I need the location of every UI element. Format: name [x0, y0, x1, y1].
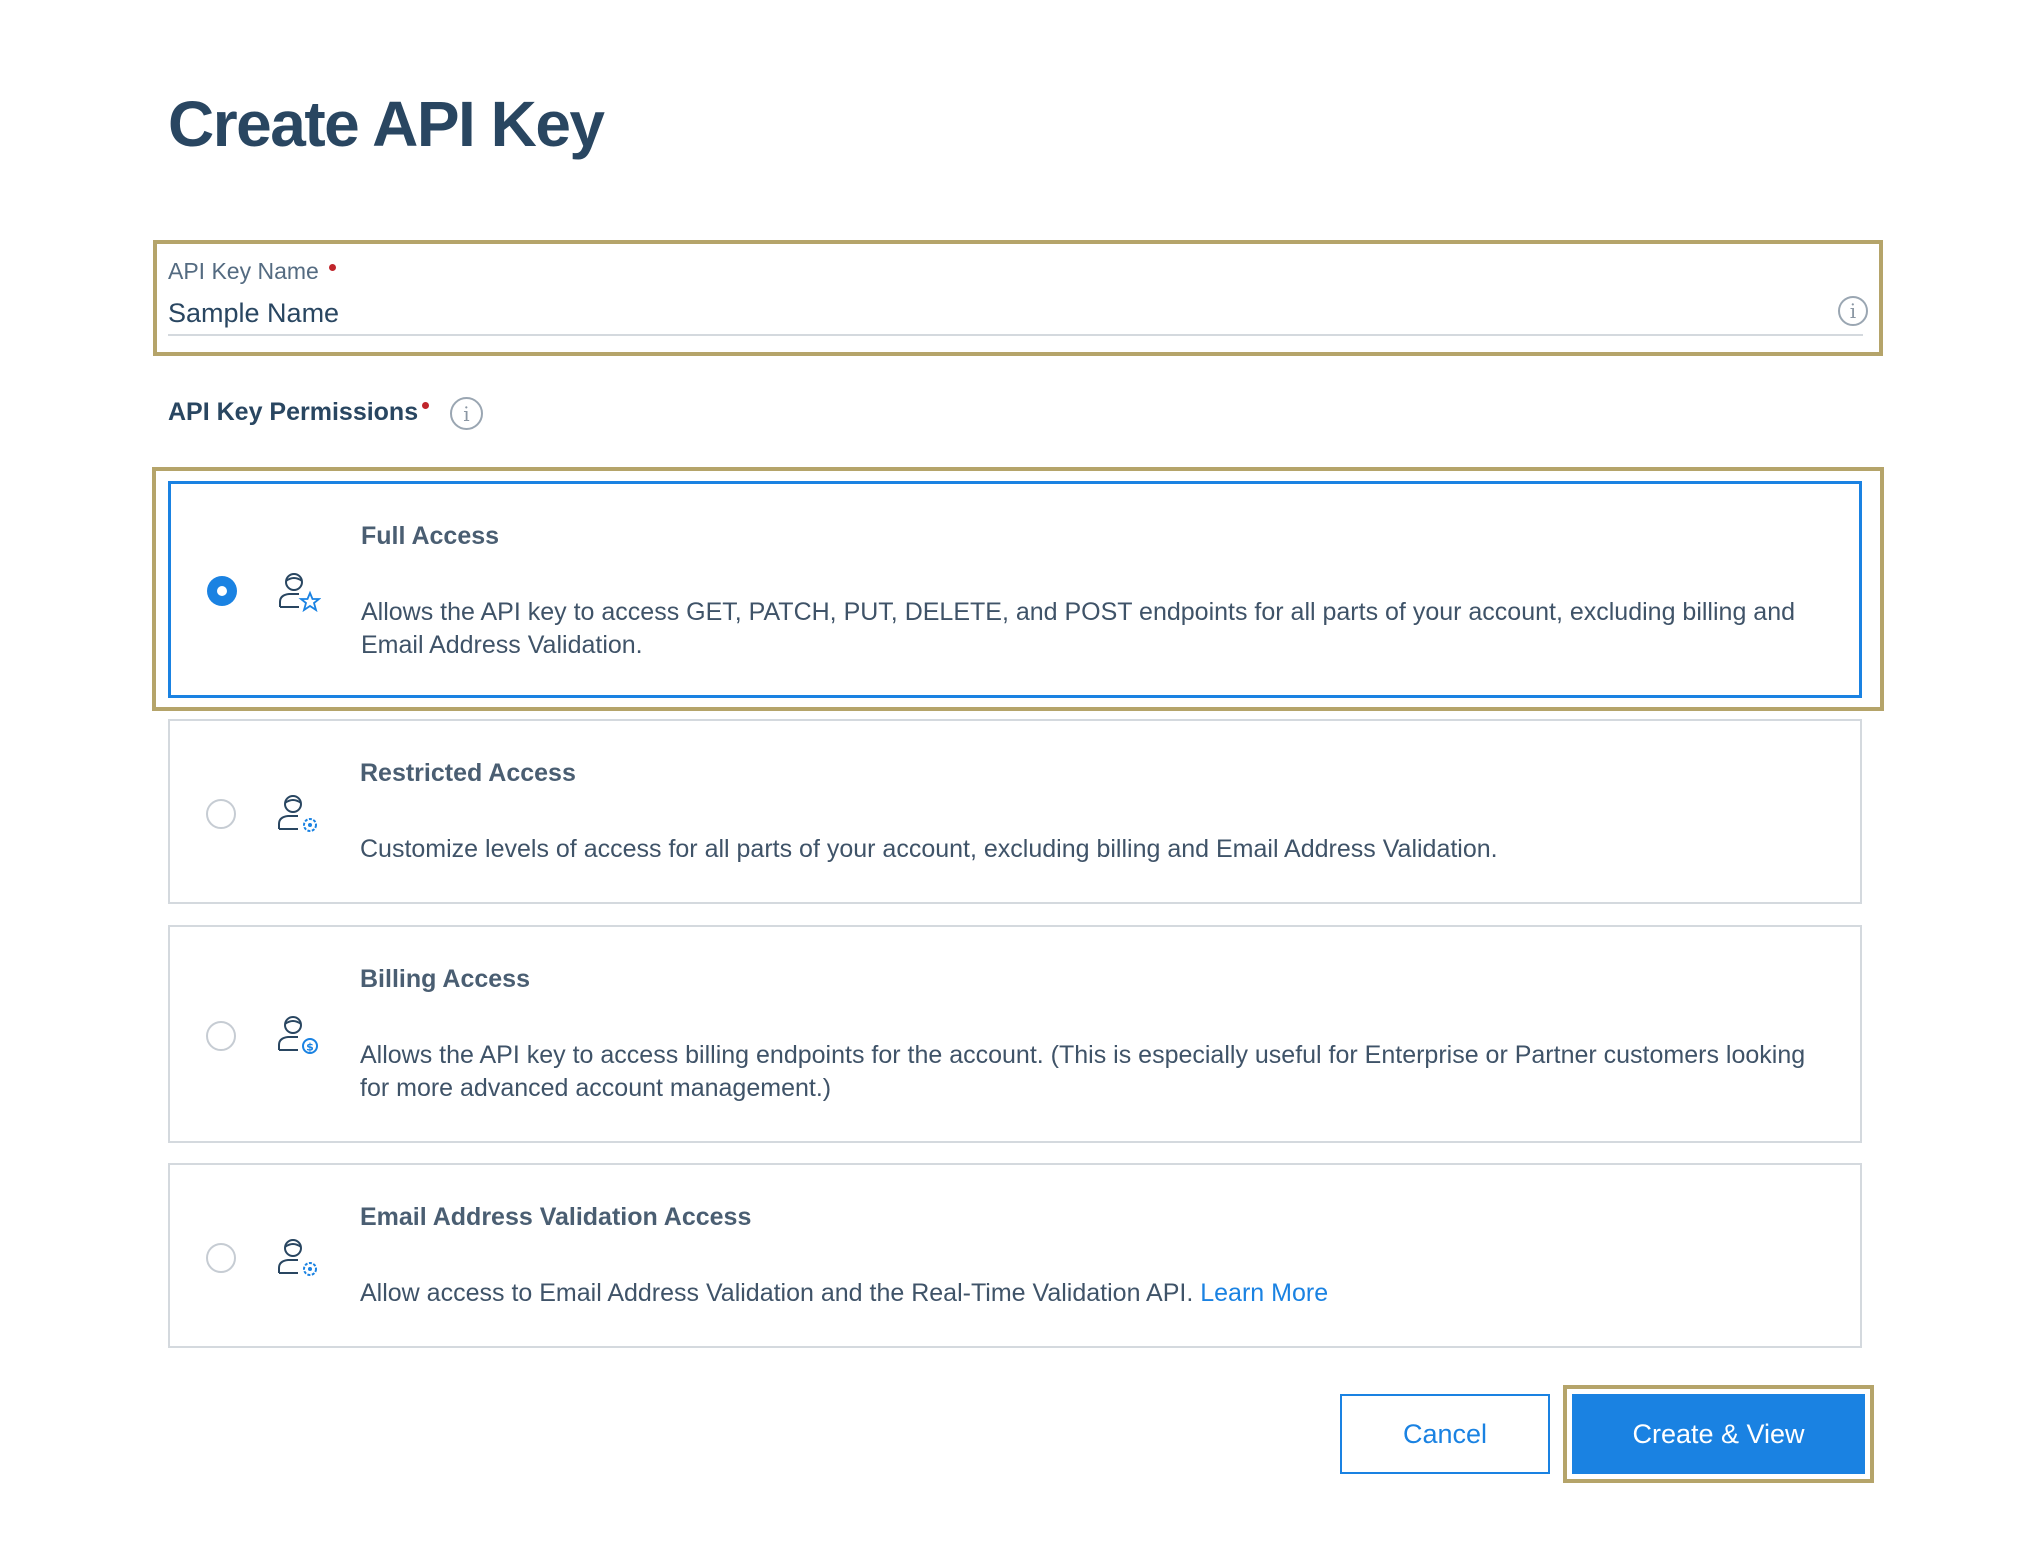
permissions-heading-text: API Key Permissions — [168, 398, 419, 426]
permission-option-email-validation-access[interactable] — [168, 1163, 1862, 1348]
user-star-icon — [277, 569, 321, 613]
option-description — [360, 1277, 1830, 1310]
permissions-heading — [168, 398, 429, 427]
user-gear-icon — [276, 1235, 320, 1279]
required-indicator — [329, 264, 336, 271]
learn-more-link[interactable]: Learn More — [1200, 1279, 1329, 1307]
radio-email-validation-access[interactable] — [206, 1243, 236, 1273]
name-field-label — [168, 258, 336, 285]
permission-option-full-access[interactable] — [168, 481, 1862, 698]
permission-option-restricted-access[interactable] — [168, 719, 1862, 904]
radio-full-access[interactable] — [207, 576, 237, 606]
option-title: Restricted Access — [360, 759, 576, 787]
option-title: Billing Access — [360, 965, 530, 993]
create-and-view-button[interactable]: Create & View — [1572, 1394, 1865, 1474]
name-field-label-text: API Key Name — [168, 258, 319, 284]
option-description: Allows the API key to access billing endpoints for the account. (This is especially useful for Enterprise or Partner customers looking for more advanced account management.) — [360, 1041, 1806, 1102]
user-gear-icon — [276, 791, 320, 835]
permission-option-billing-access[interactable] — [168, 925, 1862, 1143]
option-description-text: Allow access to Email Address Validation and the Real-Time Validation API. — [360, 1279, 1194, 1307]
info-icon[interactable]: i — [450, 397, 483, 430]
cancel-button[interactable]: Cancel — [1340, 1394, 1550, 1474]
radio-billing-access[interactable] — [206, 1021, 236, 1051]
svg-text:$: $ — [306, 1040, 314, 1054]
api-key-name-input[interactable] — [168, 292, 1863, 336]
info-icon[interactable]: i — [1838, 296, 1868, 326]
required-indicator — [422, 402, 429, 409]
option-title: Full Access — [361, 522, 500, 550]
radio-restricted-access[interactable] — [206, 799, 236, 829]
option-description: Allows the API key to access GET, PATCH, PUT, DELETE, and POST endpoints for all parts of your account, excluding billing and Email Address Validation. — [361, 598, 1796, 659]
page-title: Create API Key — [168, 88, 604, 160]
option-title: Email Address Validation Access — [360, 1203, 752, 1231]
user-dollar-icon — [276, 1012, 320, 1056]
option-description: Customize levels of access for all parts of your account, excluding billing and Email Address Validation. — [360, 835, 1498, 863]
